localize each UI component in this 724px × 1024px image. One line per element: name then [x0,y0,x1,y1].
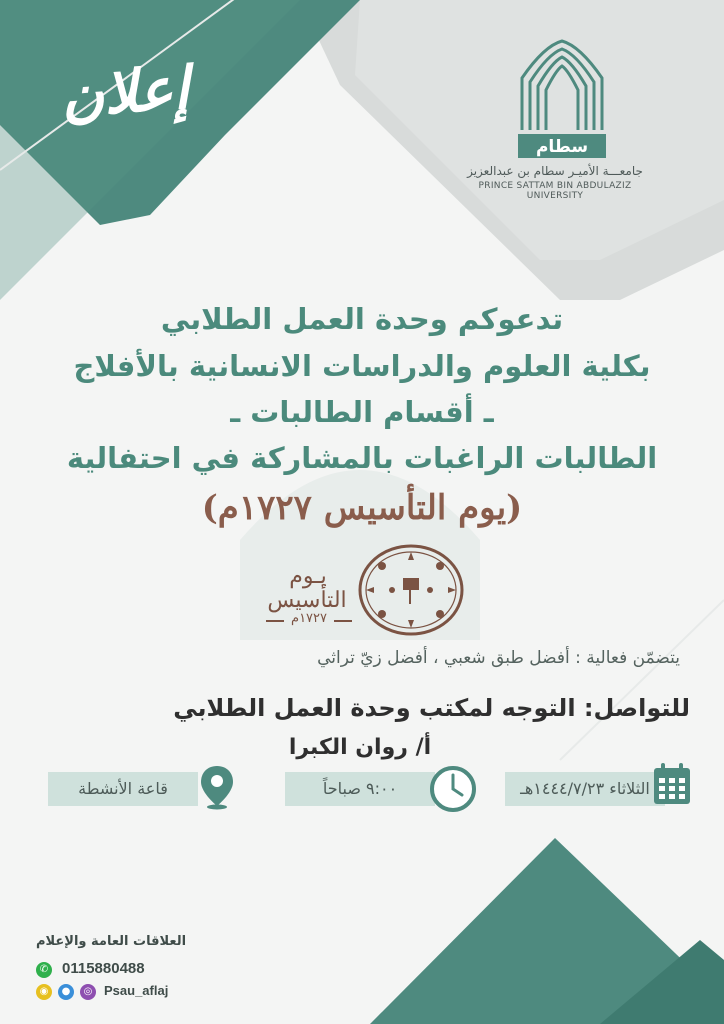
teal-panel-shade [0,0,300,300]
time-box: ٩:٠٠ صباحاً [285,772,435,806]
university-logo [480,38,690,163]
footer-handle: Psau_aflaj [104,983,169,998]
emblem-rule-right [334,620,352,622]
announcement-title: إعلان [58,53,192,131]
university-name-arabic: جامعـــة الأميـر سطام بن عبدالعزيز [467,164,643,178]
logo-wordmark: سطام [535,137,589,157]
date-box: الثلاثاء ١٤٤٤/٧/٢٣هـ [505,772,665,806]
founding-day-word-1: يـوم [289,564,327,589]
footer-department: العلاقات العامة والإعلام [36,934,187,949]
invitation-line-3: ـ أقسام الطالبات ـ [230,395,494,429]
contact-line: للتواصل: التوجه لمكتب وحدة العمل الطلابي [173,694,690,722]
university-name-english: PRINCE SATTAM BIN ABDULAZIZ UNIVERSITY [478,181,632,201]
twitter-icon: ● [58,984,74,1000]
location-box: قاعة الأنشطة [48,772,198,806]
contact-person: أ/ روان الكبرا [288,735,432,760]
invitation-line-1: تدعوكم وحدة العمل الطلابي [160,302,564,336]
founding-day-seal [358,544,464,636]
founding-day-word-2: التأسيس [267,588,347,613]
founding-day-year: ١٧٢٧م [291,611,327,626]
footer-phone: 0115880488 [62,960,145,977]
invitation-line-4: الطالبات الراغبات بالمشاركة في احتفالية [66,441,658,475]
founding-day-highlight: (يوم التأسيس ١٧٢٧م) [201,488,523,528]
clock-icon [428,764,478,814]
emblem-rule-left [266,620,284,622]
event-description: يتضمّن فعالية : أفضل طبق شعبي ، أفضل زيّ تراثي [317,648,680,668]
invitation-line-2: بكلية العلوم والدراسات الانسانية بالأفلاج [73,349,651,383]
whatsapp-icon: ✆ [36,962,52,978]
snapchat-icon: ◉ [36,984,52,1000]
calendar-icon [652,762,692,806]
location-pin-icon [198,764,236,810]
instagram-icon: ◎ [80,984,96,1000]
